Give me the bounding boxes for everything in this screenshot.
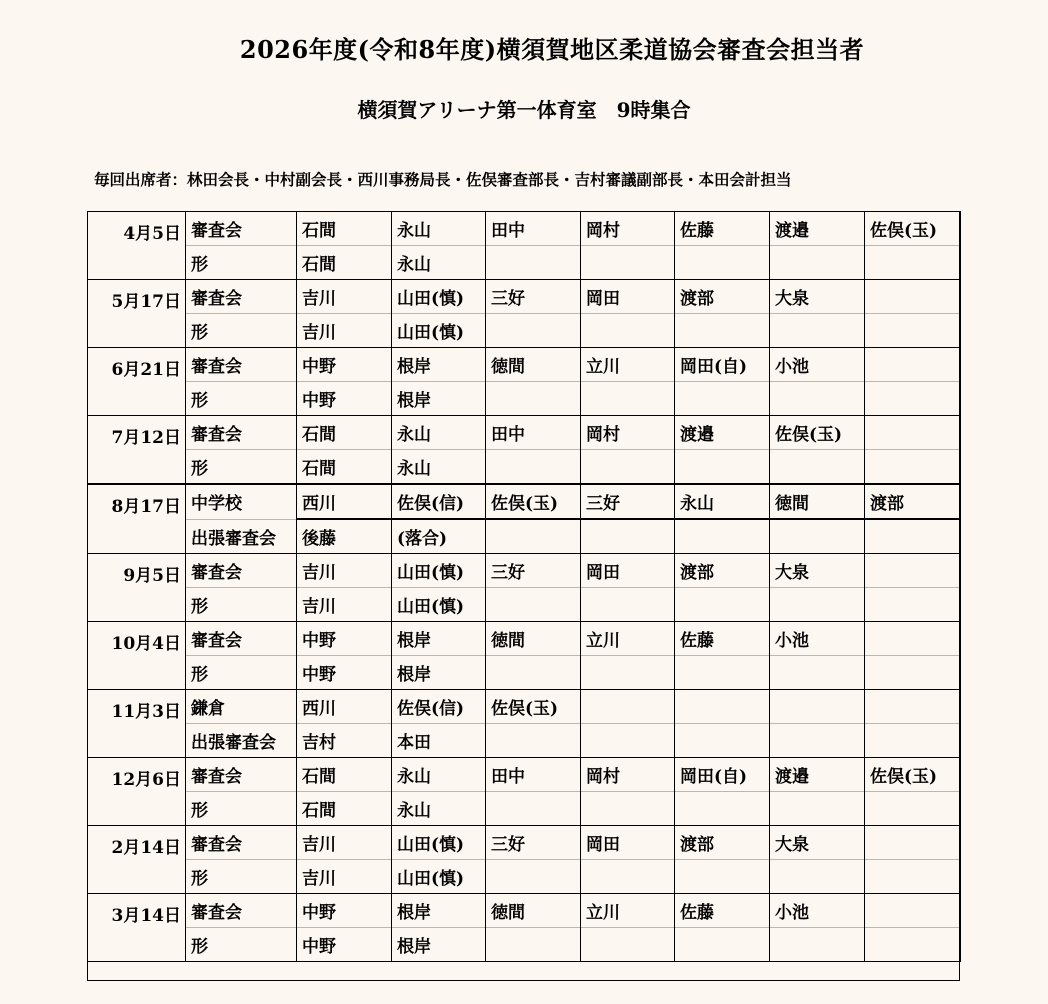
examiner-name: 根岸	[392, 348, 486, 382]
examiner-name	[865, 246, 961, 280]
schedule-row-main	[88, 554, 961, 588]
examiner-name: 三好	[486, 554, 581, 588]
examiner-name: 佐俣(玉)	[486, 690, 581, 724]
examiner-name: 立川	[581, 348, 675, 382]
exam-date: 5月17日	[88, 280, 186, 348]
examiner-name: 大泉	[770, 280, 865, 314]
schedule-row-main	[88, 690, 961, 724]
schedule-row-sub	[88, 724, 961, 758]
examiner-name: 山田(慎)	[392, 280, 486, 314]
examiner-name: 大泉	[770, 826, 865, 860]
examiner-name: 渡邉	[770, 212, 865, 246]
regular-attendees: 毎回出席者：林田会長・中村副会長・西川事務局長・佐俣審査部長・吉村審議副部長・本田会計担当	[94, 170, 792, 189]
examiner-name	[486, 314, 581, 348]
examiner-name	[675, 792, 770, 826]
examiner-name: 三好	[581, 484, 675, 519]
examiner-name: 吉川	[297, 588, 392, 622]
examiner-name	[770, 860, 865, 894]
examiner-name	[865, 792, 961, 826]
examiner-name: 佐俣(信)	[392, 484, 486, 519]
schedule-row-sub	[88, 792, 961, 826]
examiner-name	[486, 246, 581, 280]
examiner-name	[581, 382, 675, 416]
session-type: 形	[186, 928, 297, 962]
schedule-row-sub	[88, 588, 961, 622]
examiner-name: 渡邉	[770, 758, 865, 792]
schedule-row-main	[88, 212, 961, 246]
examiner-name	[581, 928, 675, 962]
examiner-name: 渡部	[675, 826, 770, 860]
examiner-name	[770, 450, 865, 485]
examiner-name	[865, 554, 961, 588]
exam-date: 9月5日	[88, 554, 186, 622]
examiner-name	[865, 656, 961, 690]
examiner-name	[865, 348, 961, 382]
examiner-name	[486, 588, 581, 622]
examiner-name: 中野	[297, 656, 392, 690]
examiner-name: 吉川	[297, 826, 392, 860]
session-type: 出張審査会	[186, 519, 297, 554]
examiner-name	[770, 246, 865, 280]
examiner-name: 小池	[770, 622, 865, 656]
session-type: 審査会	[186, 280, 297, 314]
examiner-name	[486, 450, 581, 485]
examiner-name	[865, 928, 961, 962]
examiner-name: 根岸	[392, 928, 486, 962]
examiner-name: 佐俣(玉)	[486, 484, 581, 519]
examiner-name: 石間	[297, 792, 392, 826]
examiner-name: 永山	[392, 246, 486, 280]
exam-date: 4月5日	[88, 212, 186, 280]
session-type: 形	[186, 314, 297, 348]
examiner-name	[581, 450, 675, 485]
examiner-name: 永山	[392, 212, 486, 246]
session-type: 審査会	[186, 758, 297, 792]
schedule-row-sub	[88, 860, 961, 894]
session-type: 形	[186, 382, 297, 416]
examiner-name: 小池	[770, 348, 865, 382]
examiner-name: 佐俣(信)	[392, 690, 486, 724]
examiner-name: 立川	[581, 894, 675, 928]
examiner-name	[865, 860, 961, 894]
examiner-name	[675, 314, 770, 348]
session-type: 形	[186, 860, 297, 894]
examiner-name	[486, 724, 581, 758]
session-type: 審査会	[186, 212, 297, 246]
examiner-name: 石間	[297, 246, 392, 280]
examiner-name: 吉川	[297, 314, 392, 348]
examiner-name	[865, 280, 961, 314]
exam-date: 8月17日	[88, 484, 186, 554]
examiner-name	[486, 519, 581, 554]
examiner-name: 岡村	[581, 212, 675, 246]
examiner-name: 吉川	[297, 280, 392, 314]
examiner-name	[486, 860, 581, 894]
examiner-name	[581, 656, 675, 690]
examiner-name: 徳間	[486, 622, 581, 656]
examiner-name: 吉川	[297, 860, 392, 894]
examiner-name	[675, 382, 770, 416]
session-type: 審査会	[186, 348, 297, 382]
examiner-name	[486, 792, 581, 826]
examiner-name	[770, 690, 865, 724]
examiner-name	[770, 519, 865, 554]
examiner-name	[865, 724, 961, 758]
document-title: 2026年度(令和8年度)横須賀地区柔道協会審査会担当者	[239, 35, 865, 64]
examiner-name: (落合)	[392, 519, 486, 554]
examiner-name: 渡部	[865, 484, 961, 519]
session-type: 審査会	[186, 554, 297, 588]
schedule-table	[87, 211, 961, 962]
examiner-name	[581, 588, 675, 622]
examiner-name: 中野	[297, 622, 392, 656]
examiner-name	[581, 792, 675, 826]
session-type: 形	[186, 450, 297, 485]
examiner-name	[675, 519, 770, 554]
examiner-name: 三好	[486, 280, 581, 314]
examiner-name: 岡田	[581, 280, 675, 314]
examiner-name	[770, 792, 865, 826]
examiner-name: 田中	[486, 758, 581, 792]
examiner-name: 根岸	[392, 382, 486, 416]
examiner-name: 岡村	[581, 416, 675, 450]
examiner-name	[581, 860, 675, 894]
examiner-name: 渡部	[675, 554, 770, 588]
examiner-name	[581, 314, 675, 348]
examiner-name	[675, 450, 770, 485]
examiner-name	[581, 690, 675, 724]
examiner-name: 後藤	[297, 519, 392, 554]
examiner-name: 本田	[392, 724, 486, 758]
schedule-row-main	[88, 758, 961, 792]
session-type: 形	[186, 246, 297, 280]
schedule-row-main	[88, 894, 961, 928]
examiner-name: 石間	[297, 416, 392, 450]
examiner-name: 佐藤	[675, 212, 770, 246]
examiner-name: 山田(慎)	[392, 314, 486, 348]
session-type: 出張審査会	[186, 724, 297, 758]
schedule-row-main	[88, 280, 961, 314]
examiner-name: 永山	[392, 792, 486, 826]
session-type: 形	[186, 588, 297, 622]
examiner-name: 根岸	[392, 894, 486, 928]
examiner-name: 永山	[675, 484, 770, 519]
schedule-row-sub	[88, 519, 961, 554]
examiner-name	[581, 519, 675, 554]
examiner-name: 永山	[392, 758, 486, 792]
examiner-name	[675, 246, 770, 280]
examiner-name: 岡田	[581, 554, 675, 588]
examiner-name	[675, 724, 770, 758]
schedule-row-main	[88, 622, 961, 656]
exam-date: 6月21日	[88, 348, 186, 416]
schedule-row-sub	[88, 450, 961, 485]
examiner-name: 田中	[486, 212, 581, 246]
examiner-name: 佐藤	[675, 894, 770, 928]
examiner-name: 中野	[297, 894, 392, 928]
examiner-name	[581, 724, 675, 758]
examiner-name: 山田(慎)	[392, 554, 486, 588]
schedule-body	[88, 212, 961, 962]
examiner-name	[865, 622, 961, 656]
examiner-name: 徳間	[486, 348, 581, 382]
session-type: 審査会	[186, 826, 297, 860]
examiner-name	[865, 690, 961, 724]
examiner-name	[486, 656, 581, 690]
examiner-name	[865, 519, 961, 554]
exam-date: 10月4日	[88, 622, 186, 690]
examiner-name: 吉川	[297, 554, 392, 588]
exam-date: 12月6日	[88, 758, 186, 826]
schedule-row-main	[88, 348, 961, 382]
examiner-name: 中野	[297, 382, 392, 416]
examiner-name	[486, 928, 581, 962]
examiner-name	[770, 588, 865, 622]
examiner-name: 中野	[297, 348, 392, 382]
schedule-row-sub	[88, 246, 961, 280]
examiner-name: 佐藤	[675, 622, 770, 656]
session-type: 鎌倉	[186, 690, 297, 724]
session-type: 審査会	[186, 894, 297, 928]
examiner-name: 三好	[486, 826, 581, 860]
examiner-name: 山田(慎)	[392, 588, 486, 622]
examiner-name: 中野	[297, 928, 392, 962]
examiner-name	[865, 314, 961, 348]
examiner-name: 小池	[770, 894, 865, 928]
schedule-row-main	[88, 826, 961, 860]
examiner-name	[770, 724, 865, 758]
examiner-name: 大泉	[770, 554, 865, 588]
examiner-name	[865, 416, 961, 450]
examiner-name	[770, 928, 865, 962]
examiner-name: 西川	[297, 690, 392, 724]
examiner-name: 永山	[392, 450, 486, 485]
examiner-name: 吉村	[297, 724, 392, 758]
examiner-name: 渡部	[675, 280, 770, 314]
session-type: 審査会	[186, 416, 297, 450]
examiner-name	[675, 588, 770, 622]
examiner-name: 徳間	[486, 894, 581, 928]
examiner-name	[675, 928, 770, 962]
examiner-name: 岡田	[581, 826, 675, 860]
examiner-name: 徳間	[770, 484, 865, 519]
examiner-name	[865, 588, 961, 622]
session-type: 審査会	[186, 622, 297, 656]
examiner-name	[865, 450, 961, 485]
examiner-name: 西川	[297, 484, 392, 519]
examiner-name	[675, 690, 770, 724]
examiner-name: 佐俣(玉)	[865, 758, 961, 792]
session-type: 中学校	[186, 484, 297, 519]
exam-date: 3月14日	[88, 894, 186, 962]
schedule-row-main	[88, 484, 961, 519]
schedule-row-sub	[88, 656, 961, 690]
examiner-name: 岡村	[581, 758, 675, 792]
examiner-name	[675, 656, 770, 690]
examiner-name	[486, 382, 581, 416]
examiner-name: 立川	[581, 622, 675, 656]
examiner-name: 永山	[392, 416, 486, 450]
schedule-row-sub	[88, 382, 961, 416]
examiner-name	[770, 314, 865, 348]
schedule-row-sub	[88, 928, 961, 962]
examiner-name: 山田(慎)	[392, 860, 486, 894]
session-type: 形	[186, 656, 297, 690]
examiner-name: 渡邉	[675, 416, 770, 450]
exam-date: 7月12日	[88, 416, 186, 485]
schedule-row-sub	[88, 314, 961, 348]
examiner-name	[865, 826, 961, 860]
examiner-name: 石間	[297, 450, 392, 485]
examiner-name	[770, 382, 865, 416]
examiner-name: 根岸	[392, 622, 486, 656]
exam-date: 11月3日	[88, 690, 186, 758]
examiner-name: 佐俣(玉)	[770, 416, 865, 450]
examiner-name	[675, 860, 770, 894]
examiner-name: 山田(慎)	[392, 826, 486, 860]
document-subtitle: 横須賀アリーナ第一体育室 9時集合	[357, 98, 691, 122]
examiner-name	[581, 246, 675, 280]
examiner-name	[865, 894, 961, 928]
exam-date: 2月14日	[88, 826, 186, 894]
schedule-row-main	[88, 416, 961, 450]
session-type: 形	[186, 792, 297, 826]
examiner-name: 佐俣(玉)	[865, 212, 961, 246]
examiner-name: 石間	[297, 758, 392, 792]
examiner-name: 根岸	[392, 656, 486, 690]
examiner-name	[770, 656, 865, 690]
examiner-name	[865, 382, 961, 416]
examiner-name: 石間	[297, 212, 392, 246]
examiner-name: 岡田(自)	[675, 758, 770, 792]
examiner-name: 岡田(自)	[675, 348, 770, 382]
examiner-name: 田中	[486, 416, 581, 450]
